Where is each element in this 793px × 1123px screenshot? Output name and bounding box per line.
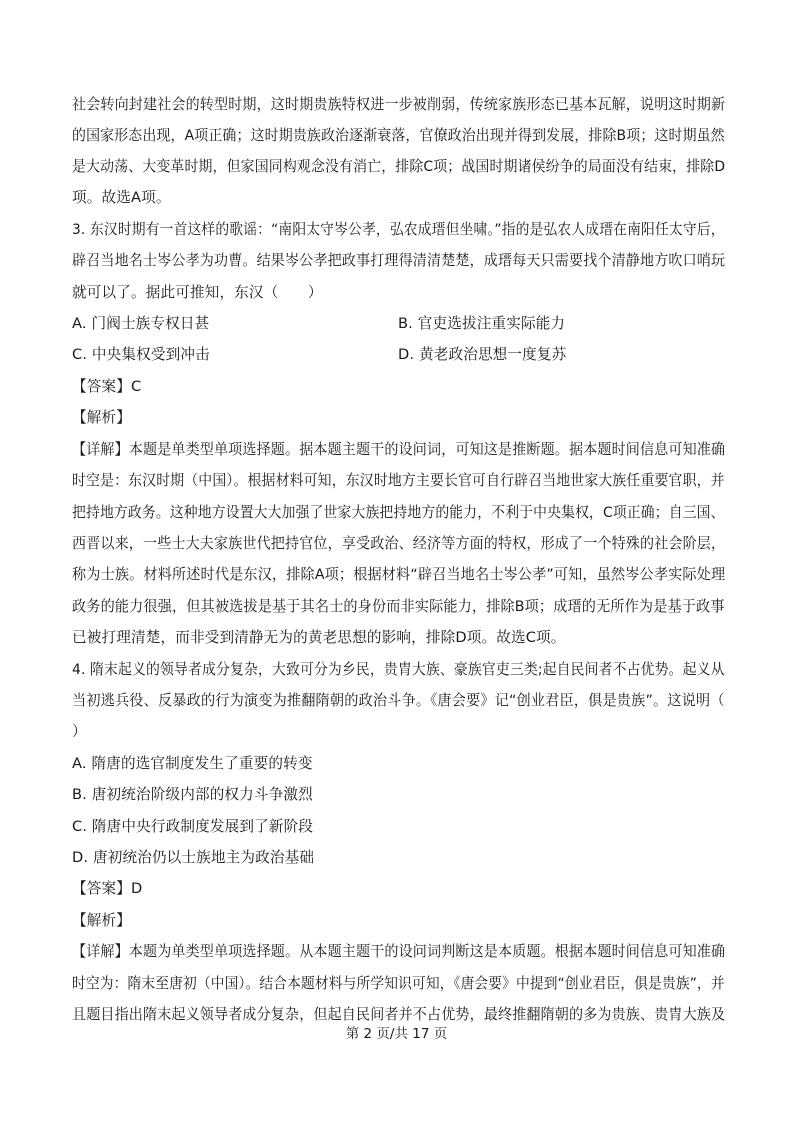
option-d: D. 黄老政治思想一度复苏 xyxy=(398,346,567,363)
detail-line: 且题目指出隋末起义领导者成分复杂，但起自民间者并不占优势，最终推翻隋朝的多为贵族、贵胄大族及 xyxy=(72,1006,726,1023)
answer-label: 【答案】C xyxy=(72,378,142,395)
question-3-stem: 3. 东汉时期有一首这样的歌谣：“南阳太守岑公孝，弘农成瑨但坐啸。”指的是弘农人成瑨在南阳任太守后， xyxy=(72,221,725,238)
detail-line: 【详解】本题为单类型单项选择题。从本题主题干的设问词判断这是本质题。根据本题时间信息可知准确 xyxy=(72,943,726,960)
detail-line: 西晋以来，一些士大夫家族世代把持官位，享受政治、经济等方面的特权，形成了一个特殊的社会阶层， xyxy=(72,535,726,552)
text-line: 是大动荡、大变革时期，但家国同构观念没有消亡，排除C项；战国时期诸侯纷争的局面没有结束，排除D xyxy=(72,158,726,175)
text-line: 的国家形态出现，A项正确；这时期贵族政治逐渐衰落，官僚政治出现并得到发展，排除B项；这时期虽然 xyxy=(72,127,725,144)
option-c: C. 中央集权受到冲击 xyxy=(72,346,210,363)
option-a: A. 门阀士族专权日甚 xyxy=(72,315,210,332)
detail-line: 称为士族。材料所述时代是东汉，排除A项；根据材料“辟召当地名士岑公孝”可知，虽然岑公孝实际处理 xyxy=(72,566,726,583)
question-4-stem: 4. 隋末起义的领导者成分复杂，大致可分为乡民，贵胄大族、豪族官吏三类;起自民间者不占优势。起义从 xyxy=(72,661,725,678)
text-line: 项。故选A项。 xyxy=(72,189,171,206)
detail-line: 【详解】本题是单类型单项选择题。据本题主题干的设问词，可知这是推断题。据本题时间信息可知准确 xyxy=(72,441,726,458)
option-b: B. 唐初统治阶级内部的权力斗争激烈 xyxy=(72,786,313,803)
answer-label: 【答案】D xyxy=(72,880,143,897)
detail-line: 时空是：东汉时期（中国）。根据材料可知，东汉时地方主要长官可自行辟召当地世家大族任重要官职，并 xyxy=(72,472,725,489)
option-d: D. 唐初统治仍以士族地主为政治基础 xyxy=(72,849,315,866)
option-a: A. 隋唐的选官制度发生了重要的转变 xyxy=(72,755,313,772)
question-4-stem: ） xyxy=(72,723,87,740)
page-footer: 第 2 页/共 17 页 xyxy=(345,1026,448,1042)
analysis-label: 【解析】 xyxy=(72,912,131,929)
detail-line: 政务的能力很强，但其被选拔是基于其名士的身份而非实际能力，排除B项；成瑨的无所作为是基于政事 xyxy=(72,598,725,615)
question-4-stem: 当初逃兵役、反暴政的行为演变为推翻隋朝的政治斗争。《唐会要》记“创业君臣，俱是贵族”。这说明（ xyxy=(72,692,725,709)
detail-line: 已被打理清楚，而非受到清静无为的黄老思想的影响，排除D项。故选C项。 xyxy=(72,629,566,646)
question-3-stem: 就可以了。据此可推知，东汉（ ） xyxy=(72,284,323,301)
option-c: C. 隋唐中央行政制度发展到了新阶段 xyxy=(72,818,314,835)
detail-line: 时空为：隋末至唐初（中国）。结合本题材料与所学知识可知，《唐会要》中提到“创业君臣，俱是贵族”，并 xyxy=(72,975,725,992)
question-3-stem: 辟召当地名士岑公孝为功曹。结果岑公孝把政事打理得清清楚楚，成瑨每天只需要找个清静地方吹口哨玩 xyxy=(72,252,726,269)
detail-line: 把持地方政务。这种地方设置大大加强了世家大族把持地方的能力，不利于中央集权，C项正确；自三国、 xyxy=(72,504,725,521)
option-b: B. 官吏选拔注重实际能力 xyxy=(398,315,566,332)
text-line: 社会转向封建社会的转型时期，这时期贵族特权进一步被削弱，传统家族形态已基本瓦解，说明这时期新 xyxy=(72,96,726,113)
analysis-label: 【解析】 xyxy=(72,409,131,426)
